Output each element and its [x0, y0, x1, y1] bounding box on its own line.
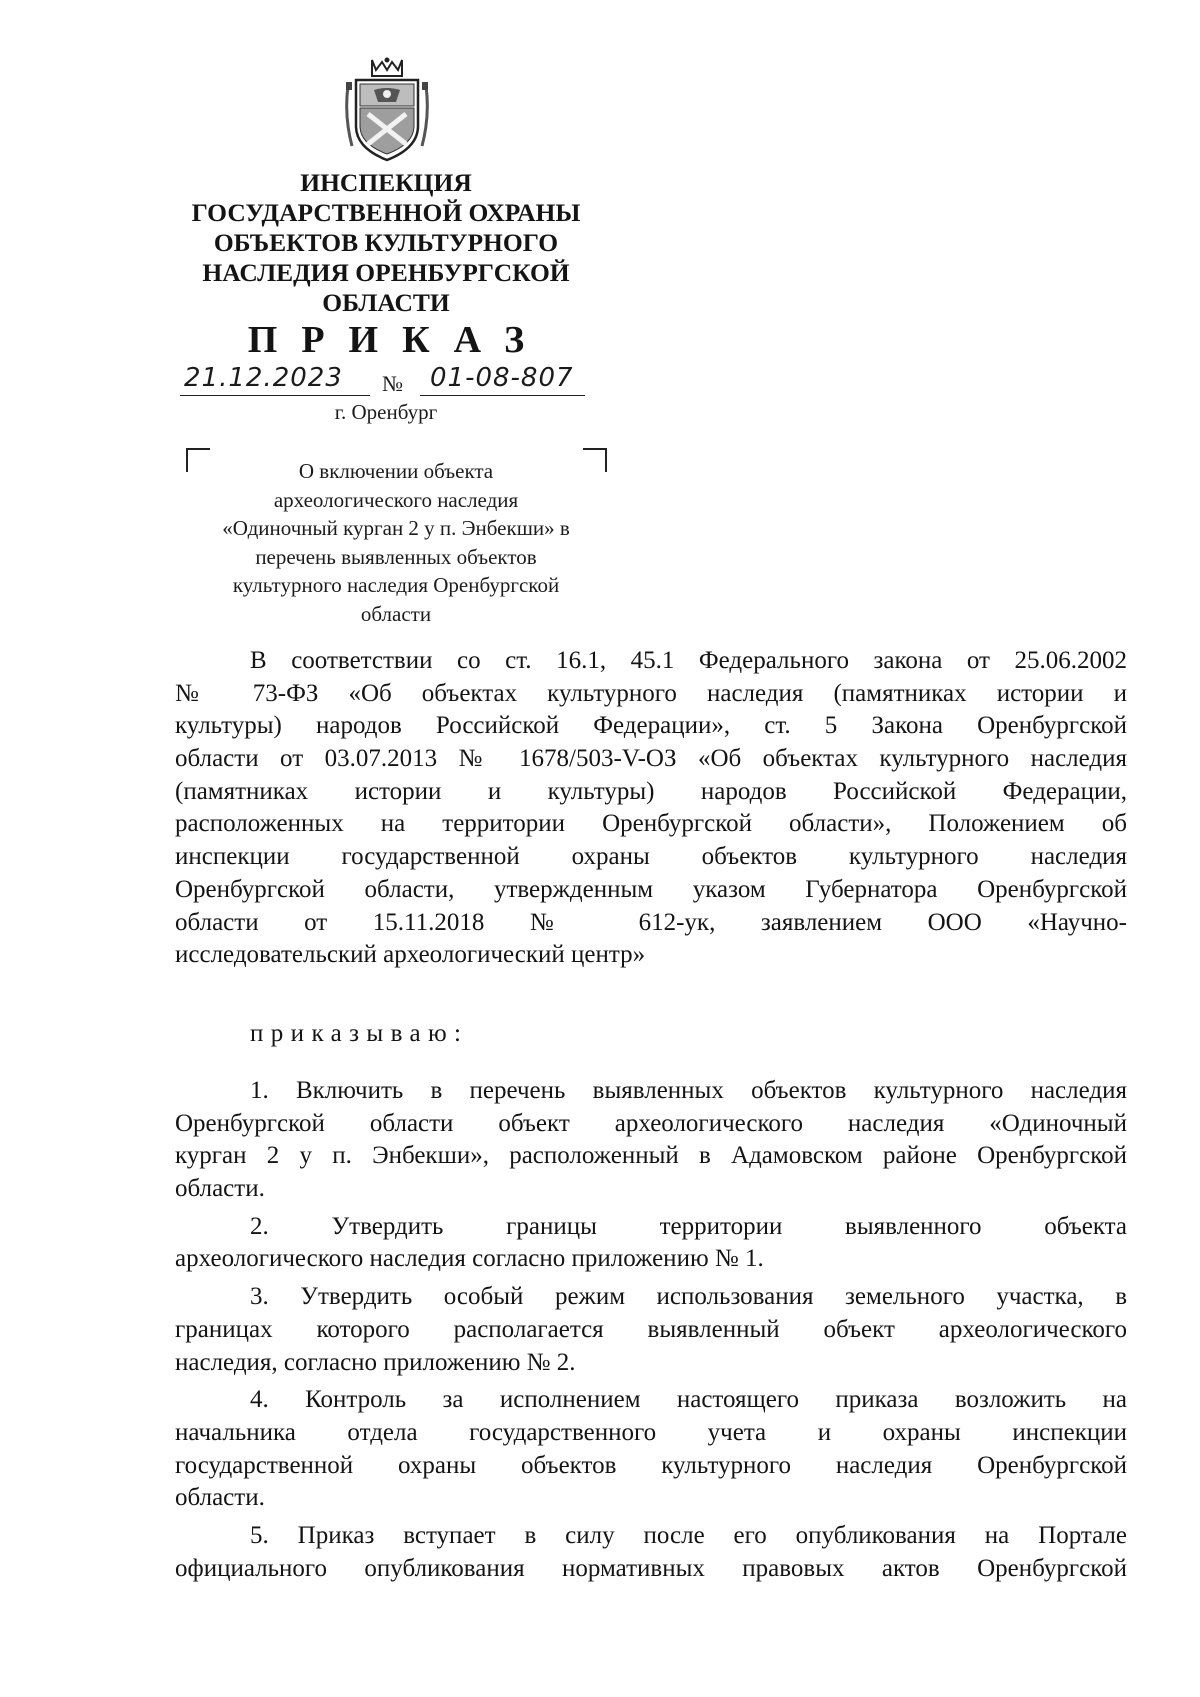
- order-items: [175, 1075, 1127, 1585]
- subject-line: археологического наследия: [273, 487, 519, 512]
- preamble-line: культуры) народов Российской Федерации», ст. 5 Закона Оренбургской: [175, 712, 1127, 740]
- item-line: 3. Утвердить особый режим использования земельного участка, в: [250, 1283, 1127, 1311]
- item-line: начальника отдела государственного учета и охраны инспекции: [175, 1418, 1127, 1446]
- organization-name-line: ОБЪЕКТОВ КУЛЬТУРНОГО: [213, 228, 559, 257]
- preamble-paragraph: [175, 645, 1127, 972]
- order-item: [175, 1520, 1127, 1585]
- subject-line: О включении объекта: [298, 459, 494, 483]
- preamble-line: области от 03.07.2013 № 1678/503-V-ОЗ «Об объектах культурного наследия: [175, 745, 1127, 773]
- organization-name-line: НАСЛЕДИЯ ОРЕНБУРГСКОЙ: [202, 258, 570, 287]
- order-item: [175, 1384, 1127, 1515]
- item-line: курган 2 у п. Энбекши», расположенный в Адамовском районе Оренбургской: [175, 1142, 1127, 1170]
- item-line: 2. Утвердить границы территории выявленного объекта: [250, 1212, 1127, 1240]
- item-line: 4. Контроль за исполнением настоящего приказа возложить на: [250, 1386, 1127, 1414]
- preamble-line: Оренбургской области, утвержденным указом Губернатора Оренбургской: [175, 875, 1127, 903]
- preamble-line: инспекции государственной охраны объектов культурного наследия: [175, 843, 1127, 871]
- order-item: [175, 1075, 1127, 1206]
- document-subject: [186, 457, 606, 628]
- item-line: 5. Приказ вступает в силу после его опубликования на Портале: [250, 1521, 1127, 1549]
- item-line: археологического наследия согласно приложению № 1.: [175, 1245, 764, 1273]
- city-label: г. Оренбург: [334, 400, 438, 424]
- item-line: границах которого располагается выявленный объект археологического: [175, 1315, 1127, 1343]
- organization-name-line: ИНСПЕКЦИЯ: [300, 168, 472, 197]
- item-line: области.: [175, 1175, 265, 1203]
- preamble-line: области от 15.11.2018 № 612-ук, заявлением ООО «Научно-: [175, 908, 1127, 936]
- handwritten-date: 21.12.2023: [184, 363, 343, 393]
- organization-name-line: ГОСУДАРСТВЕННОЙ ОХРАНЫ: [191, 198, 581, 227]
- subject-line: культурного наследия Оренбургской: [232, 573, 560, 597]
- organization-name-line: ОБЛАСТИ: [322, 288, 450, 317]
- subject-line: перечень выявленных объектов: [255, 544, 537, 569]
- orenburg-coat-of-arms-icon: [342, 56, 432, 166]
- date-number-row: [180, 365, 600, 401]
- number-sign: №: [382, 371, 403, 396]
- order-item: [175, 1211, 1127, 1276]
- item-line: государственной охраны объектов культурного наследия Оренбургской: [175, 1451, 1127, 1479]
- item-line: Оренбургской области объект археологического наследия «Одиночный: [175, 1109, 1127, 1137]
- item-line: 1. Включить в перечень выявленных объектов культурного наследия: [250, 1077, 1127, 1104]
- preamble-line: № 73-ФЗ «Об объектах культурного наследия (памятниках истории и: [175, 679, 1127, 707]
- order-item: [175, 1281, 1127, 1379]
- item-line: наследия, согласно приложению № 2.: [175, 1348, 576, 1376]
- preamble-line: В соответствии со ст. 16.1, 45.1 Федерального закона от 25.06.2002: [250, 647, 1127, 674]
- handwritten-number: 01-08-807: [430, 363, 574, 393]
- number-underline: [420, 395, 585, 396]
- item-line: официального опубликования нормативных правовых актов Оренбургской: [175, 1554, 1127, 1582]
- preamble-line: расположенных на территории Оренбургской области», Положением об: [175, 810, 1127, 838]
- organization-name: [170, 168, 602, 318]
- date-underline: [180, 395, 370, 396]
- order-word: приказываю:: [250, 1020, 469, 1047]
- preamble-line: исследовательский археологический центр»: [175, 941, 646, 969]
- preamble-line: (памятниках истории и культуры) народов Российской Федерации,: [175, 777, 1127, 805]
- item-line: области.: [175, 1484, 265, 1512]
- subject-line: области: [360, 601, 432, 626]
- document-type-title: ПРИКАЗ: [247, 319, 549, 361]
- subject-line: «Одиночный курган 2 у п. Энбекши» в: [222, 516, 570, 540]
